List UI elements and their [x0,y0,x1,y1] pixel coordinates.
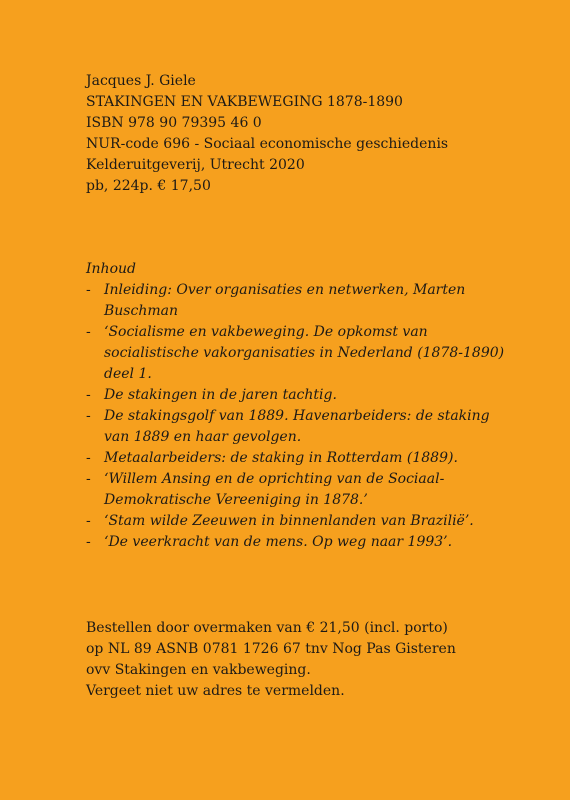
list-item [86,406,506,448]
contents-heading: Inhoud [86,261,136,277]
list-item [86,385,506,406]
list-item-text: Inleiding: Over organisaties en netwerken, Marten Buschman [104,282,466,319]
list-item-text: Metaalarbeiders: de staking in Rotterdam (1889). [104,450,458,466]
list-item [86,511,506,532]
order-line: Bestellen door overmaken van € 21,50 (incl. porto) [86,620,448,636]
bullet-dash: - [86,471,91,487]
list-item-text: ‘Socialisme en vakbeweging. De opkomst van socialistische vakorganisaties in Nederland (1878-1890) deel 1. [104,324,505,382]
list-item-text: De stakingen in de jaren tachtig. [104,387,337,403]
list-item [86,280,506,322]
order-line: Vergeet niet uw adres te vermelden. [86,683,345,699]
format-price: pb, 224p. € 17,50 [86,178,211,194]
publisher: Kelderuitgeverij, Utrecht 2020 [86,157,305,173]
book-title: STAKINGEN EN VAKBEWEGING 1878-1890 [86,94,403,110]
bullet-dash: - [86,513,91,529]
list-item-text: ‘Stam wilde Zeeuwen in binnenlanden van Brazilië’. [104,513,474,529]
bullet-dash: - [86,324,91,340]
nur-code: NUR-code 696 - Sociaal economische geschiedenis [86,136,449,152]
bullet-dash: - [86,408,91,424]
bullet-dash: - [86,534,91,550]
list-item [86,469,506,511]
list-item-text: ‘Willem Ansing en de oprichting van de Sociaal-Demokratische Vereeniging in 1878.’ [104,471,445,508]
isbn: ISBN 978 90 79395 46 0 [86,115,262,131]
order-line: op NL 89 ASNB 0781 1726 67 tnv Nog Pas Gisteren [86,641,456,657]
bullet-dash: - [86,282,91,298]
contents-list [86,280,506,553]
book-info [86,71,516,197]
author: Jacques J. Giele [86,73,196,89]
list-item-text: ‘De veerkracht van de mens. Op weg naar 1993’. [104,534,453,550]
list-item [86,448,506,469]
bullet-dash: - [86,387,91,403]
order-info [86,618,516,702]
list-item-text: De stakingsgolf van 1889. Havenarbeiders: de staking van 1889 en haar gevolgen. [104,408,490,445]
order-line: ovv Stakingen en vakbeweging. [86,662,311,678]
table-of-contents [86,259,506,553]
bullet-dash: - [86,450,91,466]
list-item [86,532,506,553]
list-item [86,322,506,385]
